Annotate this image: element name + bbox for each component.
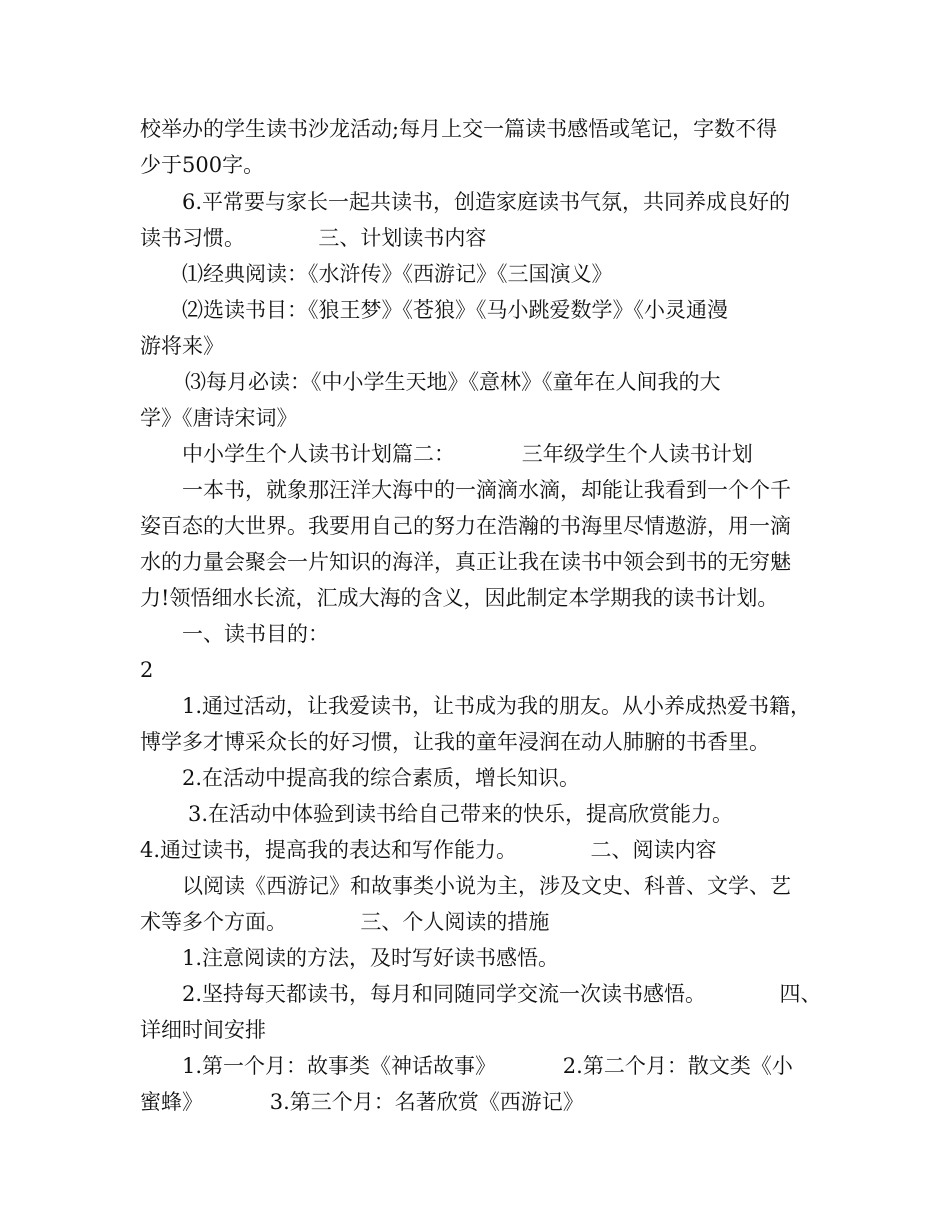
text-line: 姿百态的大世界。我要用自己的努力在浩瀚的书海里尽情遨游，用一滴 [140, 514, 791, 538]
text-line: 水的力量会聚会一片知识的海洋，真正让我在读书中领会到书的无穷魅 [140, 550, 791, 574]
text-line: 术等多个方面。 三、个人阅读的措施 [140, 910, 550, 934]
text-line: 4.通过读书，提高我的表达和写作能力。 二、阅读内容 [140, 838, 717, 862]
text-line: 1.通过活动，让我爱读书，让书成为我的朋友。从小养成热爱书籍， [182, 694, 812, 718]
page-number: 2 [140, 658, 154, 682]
text-line: 少于500字。 [140, 153, 265, 177]
text-line: 博学多才博采众长的好习惯，让我的童年浸润在动人肺腑的书香里。 [140, 730, 770, 754]
text-line: 1.第一个月：故事类《神话故事》 2.第二个月：散文类《小 [182, 1054, 793, 1078]
text-line: 详细时间安排 [140, 1018, 266, 1042]
text-line: 蜜蜂》 3.第三个月：名著欣赏《西游记》 [140, 1090, 584, 1114]
text-line: 2.在活动中提高我的综合素质，增长知识。 [182, 766, 581, 790]
text-line: 游将来》 [140, 334, 224, 358]
text-line: 3.在活动中体验到读书给自己带来的快乐，提高欣赏能力。 [188, 802, 734, 826]
text-line: ⑶每月必读：《中小学生天地》《意林》《童年在人间我的大 [185, 370, 721, 394]
text-line: 校举办的学生读书沙龙活动;每月上交一篇读书感悟或笔记，字数不得 [140, 117, 778, 141]
text-line: 以阅读《西游记》和故事类小说为主，涉及文史、科普、文学、艺 [182, 874, 791, 898]
section-heading: 一、读书目的： [182, 622, 329, 646]
text-line: ⑴经典阅读：《水浒传》《西游记》《三国演义》 [182, 262, 613, 286]
text-line: 读书习惯。 三、计划读书内容 [140, 226, 487, 250]
text-line: ⑵选读书目：《狼王梦》《苍狼》《马小跳爱数学》《小灵通漫 [182, 298, 728, 322]
text-line: 力!领悟细水长流，汇成大海的含义，因此制定本学期我的读书计划。 [140, 586, 779, 610]
text-line: 1.注意阅读的方法，及时写好读书感悟。 [182, 946, 560, 970]
section-heading: 中小学生个人读书计划篇二： 三年级学生个人读书计划 [182, 442, 753, 466]
text-line: 一本书，就象那汪洋大海中的一滴滴水滴，却能让我看到一个个千 [182, 478, 791, 502]
text-line: 6.平常要与家长一起共读书，创造家庭读书气氛，共同养成良好的 [182, 190, 791, 214]
text-line: 学》《唐诗宋词》 [140, 406, 298, 430]
text-line: 2.坚持每天都读书，每月和同随同学交流一次读书感悟。 四、 [182, 982, 822, 1006]
